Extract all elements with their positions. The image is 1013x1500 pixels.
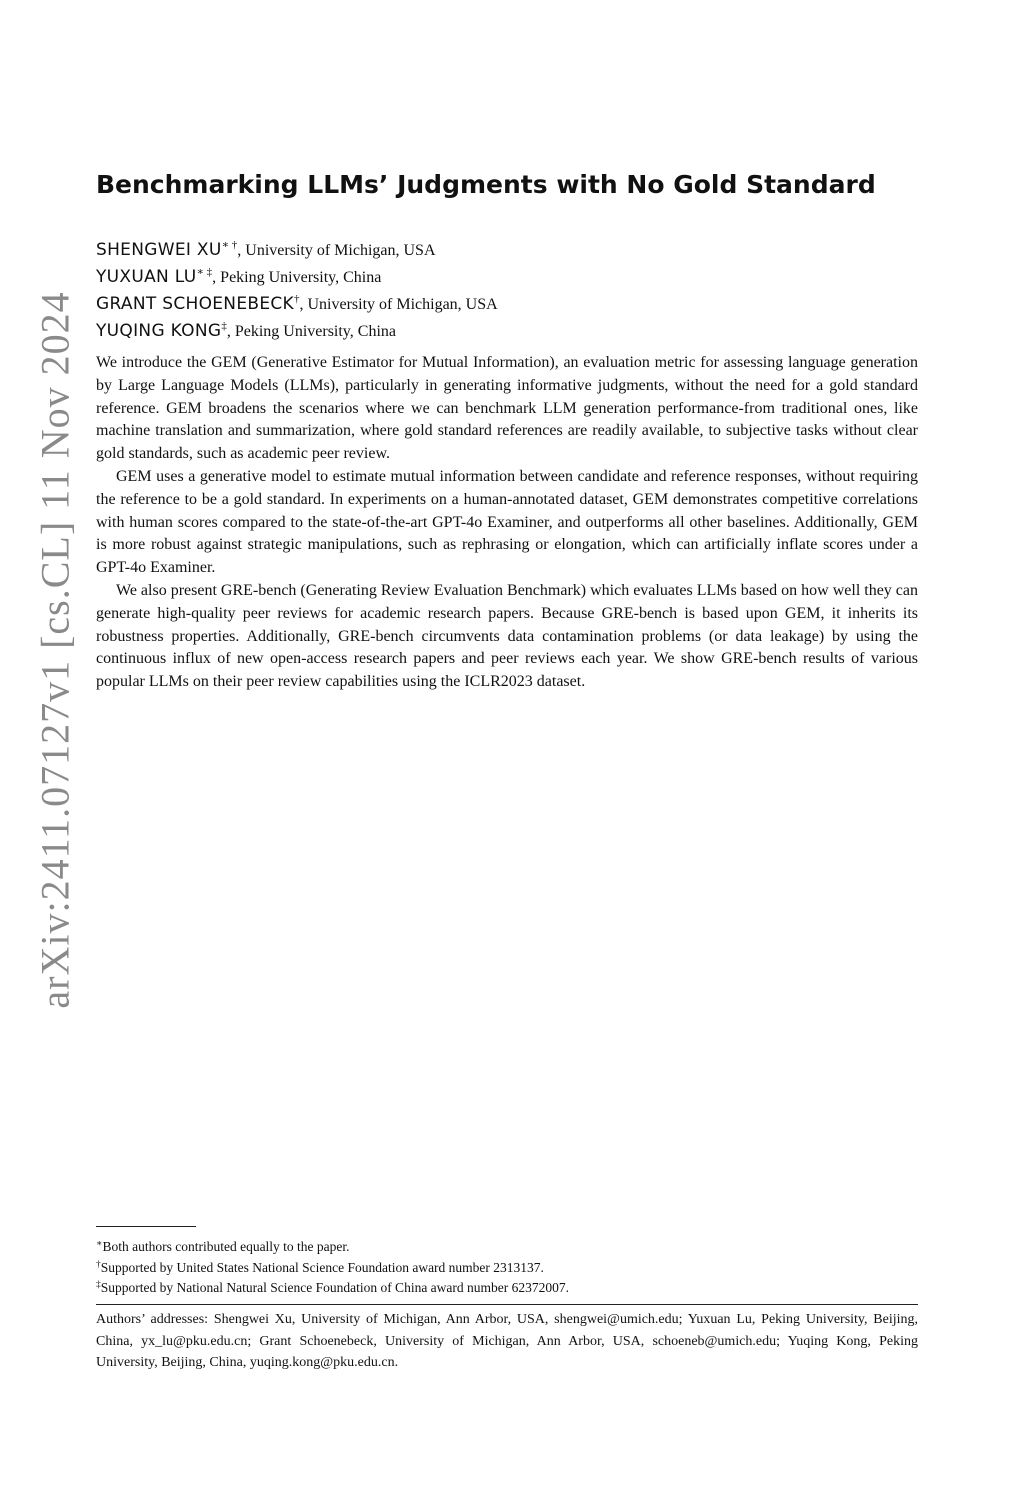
author-entry xyxy=(96,313,926,340)
author-name: YUXUAN LU xyxy=(96,267,197,287)
footnote-mark: † xyxy=(96,1259,101,1270)
author-marks: ∗ † xyxy=(221,239,238,251)
author-marks: ‡ xyxy=(221,320,227,332)
author-marks: † xyxy=(293,293,300,305)
footnote-mark: ‡ xyxy=(96,1280,101,1290)
author-entry xyxy=(96,286,926,313)
author-name: SHENGWEI XU xyxy=(96,240,222,260)
author-name: YUQING KONG xyxy=(96,321,222,341)
author-entry xyxy=(96,259,926,286)
footnote-mark: ∗ xyxy=(96,1239,103,1249)
author-marks: ∗ ‡ xyxy=(196,266,213,278)
footnote-text: Supported by National Natural Science Foundation of China award number 62372007. xyxy=(100,1280,570,1295)
author-addresses: Authors’ addresses: Shengwei Xu, University of Michigan, Ann Arbor, USA, shengwei@umich.edu; Yuxuan Lu, Peking University, Beijing, China, yx_lu@pku.edu.cn; Grant Schoenebeck, University of Michigan, Ann Arbor, USA, schoeneb@umich.edu; Yuqing Kong, Peking University, Beijing, China, yuqing.kong@pku.edu.cn. xyxy=(96,1312,918,1370)
addresses-divider xyxy=(96,1304,918,1305)
abstract-paragraph: We also present GRE-bench (Generating Review Evaluation Benchmark) which evaluates LLMs based on how well they can generate high-quality peer reviews for academic research papers. Because GRE-bench is based upon GEM, it inherits its robustness properties. Additionally, GRE-bench circumvents data contamination problems (or data leakage) by using the continuous influx of new open-access research papers and peer reviews each year. We show GRE-bench results of various popular LLMs on their peer review capabilities using the ICLR2023 dataset. xyxy=(96,581,919,691)
footnotes xyxy=(96,1234,918,1296)
footnote-text: Supported by United States National Science Foundation award number 2313137. xyxy=(100,1259,544,1275)
footnote-divider xyxy=(96,1226,196,1227)
abstract-paragraph: GEM uses a generative model to estimate mutual information between candidate and reference responses, without requiring the reference to be a gold standard. In experiments on a human-annotated dataset, GEM demonstrates competitive correlations with human scores compared to the state-of-the-art GPT-4o Examiner, and outperforms all other baselines. Additionally, GEM is more robust against strategic manipulations, such as rephrasing or elongation, which can artificially inflate scores under a GPT-4o Examiner. xyxy=(96,467,918,577)
author-entry xyxy=(96,232,926,259)
author-affiliation: , Peking University, China xyxy=(212,269,382,286)
author-name: GRANT SCHOENEBECK xyxy=(96,294,294,314)
footnote xyxy=(96,1255,918,1276)
author-affiliation: , Peking University, China xyxy=(226,323,396,340)
author-affiliation: , University of Michigan, USA xyxy=(299,296,498,313)
footnote xyxy=(96,1234,918,1255)
author-list xyxy=(96,232,926,340)
footnote-text: Both authors contributed equally to the paper. xyxy=(102,1239,350,1254)
arxiv-watermark: arXiv:2411.07127v1 [cs.CL] 11 Nov 2024 xyxy=(32,291,78,1009)
author-affiliation: , University of Michigan, USA xyxy=(237,242,436,259)
footnote xyxy=(96,1275,918,1296)
abstract-paragraph: We introduce the GEM (Generative Estimator for Mutual Information), an evaluation metric for assessing language generation by Large Language Models (LLMs), particularly in generating informative judgments, without the need for a gold standard reference. GEM broadens the scenarios where we can benchmark LLM generation performance-from traditional ones, like machine translation and summarization, where gold standard references are readily available, to subjective tasks without clear gold standards, such as academic peer review. xyxy=(96,354,918,463)
abstract xyxy=(96,352,918,694)
paper-title: Benchmarking LLMs’ Judgments with No Gold Standard xyxy=(96,170,876,199)
